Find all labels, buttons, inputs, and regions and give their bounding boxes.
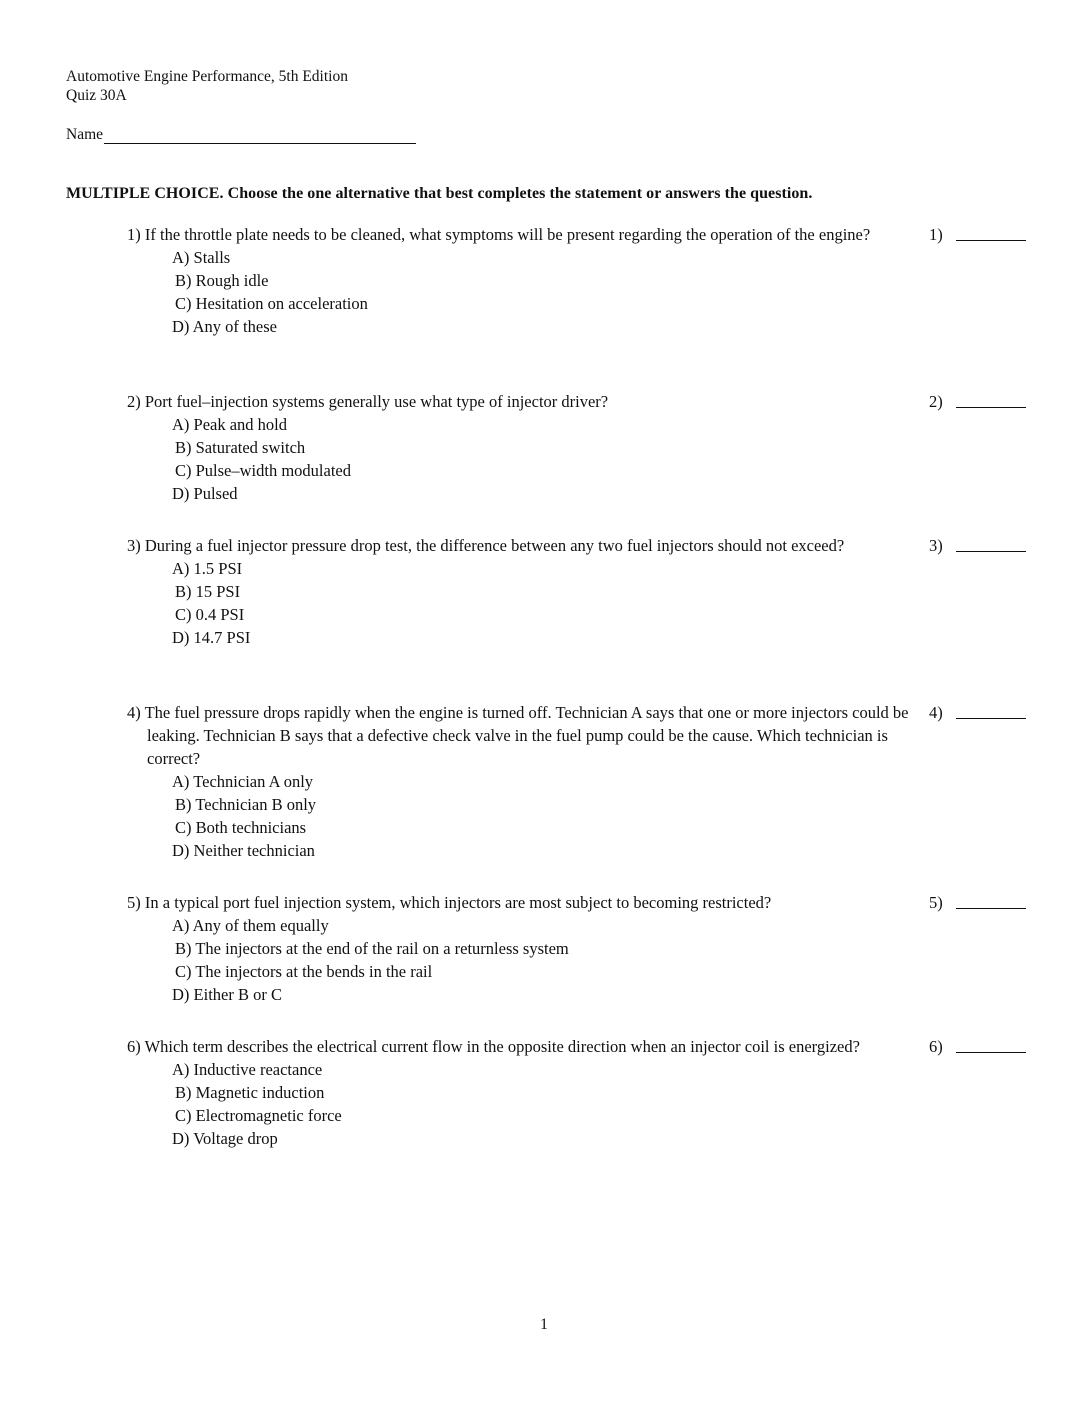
- question-6: [127, 1035, 1077, 1150]
- answer-blank[interactable]: [956, 718, 1026, 719]
- answer-blank[interactable]: [956, 407, 1026, 408]
- option-b: B) 15 PSI: [175, 582, 241, 601]
- option-d: D) Either B or C: [172, 985, 282, 1004]
- option-a: A) Technician A only: [172, 772, 314, 791]
- option-d: D) Pulsed: [172, 484, 238, 503]
- option-b: B) Technician B only: [175, 795, 317, 814]
- name-blank-line[interactable]: [104, 125, 416, 144]
- option-c: C) Electromagnetic force: [175, 1106, 342, 1125]
- answer-label: 2): [929, 392, 943, 411]
- answer-label: 3): [929, 536, 943, 555]
- answer-label: 5): [929, 893, 943, 912]
- question-2: [127, 390, 1077, 505]
- question-stem: 6) Which term describes the electrical current flow in the opposite direction when an injector coil is energized?: [127, 1037, 860, 1056]
- question-4: [127, 701, 1077, 862]
- document-header: [66, 67, 348, 105]
- option-a: A) Inductive reactance: [172, 1060, 323, 1079]
- name-label: Name: [66, 126, 104, 143]
- course-title: Automotive Engine Performance, 5th Edition: [66, 68, 348, 85]
- question-5: [127, 891, 1077, 1006]
- option-a: A) Peak and hold: [172, 415, 288, 434]
- option-c: C) Hesitation on acceleration: [175, 294, 368, 313]
- option-d: D) 14.7 PSI: [172, 628, 251, 647]
- option-a: A) 1.5 PSI: [172, 559, 243, 578]
- question-stem: 1) If the throttle plate needs to be cleaned, what symptoms will be present regarding the operation of the engine?: [127, 225, 871, 244]
- quiz-title: Quiz 30A: [66, 87, 127, 104]
- option-b: B) Rough idle: [175, 271, 269, 290]
- answer-label: 1): [929, 225, 943, 244]
- question-stem: 5) In a typical port fuel injection system, which injectors are most subject to becoming restricted?: [127, 893, 772, 912]
- option-c: C) 0.4 PSI: [175, 605, 245, 624]
- option-c: C) The injectors at the bends in the rail: [175, 962, 433, 981]
- answer-label: 4): [929, 703, 943, 722]
- option-a: A) Stalls: [172, 248, 231, 267]
- answer-blank[interactable]: [956, 240, 1026, 241]
- answer-blank[interactable]: [956, 1052, 1026, 1053]
- option-c: C) Pulse–width modulated: [175, 461, 351, 480]
- option-b: B) Magnetic induction: [175, 1083, 325, 1102]
- question-stem: 2) Port fuel–injection systems generally use what type of injector driver?: [127, 392, 609, 411]
- answer-label: 6): [929, 1037, 943, 1056]
- question-1: [127, 223, 1077, 338]
- option-c: C) Both technicians: [175, 818, 307, 837]
- question-stem: 4) The fuel pressure drops rapidly when the engine is turned off. Technician A says that one or more injectors could be leaking. Technician B says that a defective check valve in the fuel pump could be the cause. Which technician is correct?: [127, 703, 909, 768]
- name-field-row: [66, 125, 416, 144]
- option-d: D) Voltage drop: [172, 1129, 278, 1148]
- section-instructions: MULTIPLE CHOICE. Choose the one alternative that best completes the statement or answers the question.: [66, 185, 813, 202]
- question-stem: 3) During a fuel injector pressure drop test, the difference between any two fuel injectors should not exceed?: [127, 536, 845, 555]
- answer-blank[interactable]: [956, 908, 1026, 909]
- option-b: B) The injectors at the end of the rail on a returnless system: [175, 939, 569, 958]
- option-b: B) Saturated switch: [175, 438, 306, 457]
- option-d: D) Any of these: [172, 317, 277, 336]
- page-number: 1: [540, 1316, 548, 1333]
- question-3: [127, 534, 1077, 649]
- answer-blank[interactable]: [956, 551, 1026, 552]
- option-d: D) Neither technician: [172, 841, 315, 860]
- option-a: A) Any of them equally: [172, 916, 329, 935]
